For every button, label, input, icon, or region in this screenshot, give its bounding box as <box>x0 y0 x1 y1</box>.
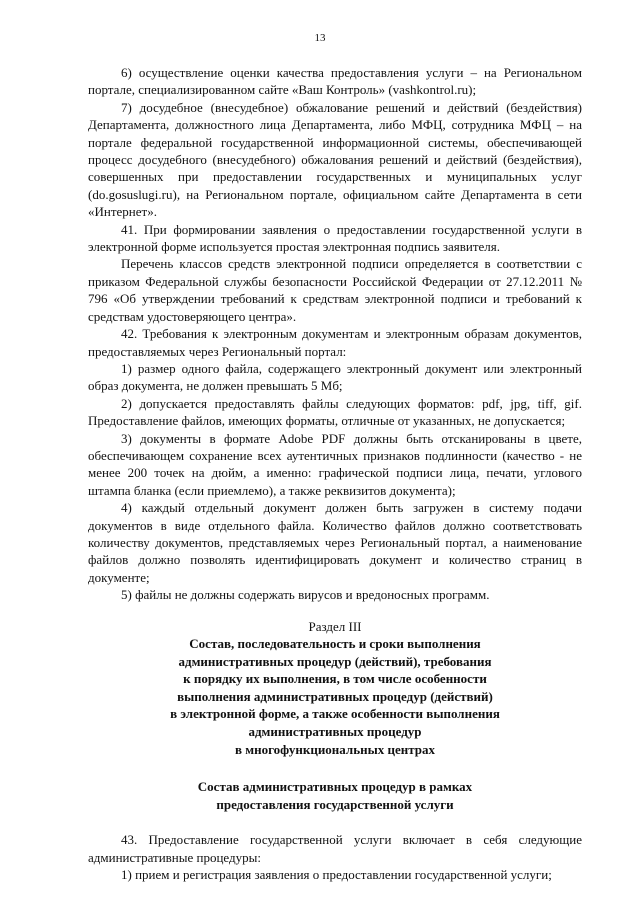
paragraph-43-procedures: 43. Предоставление государственной услуги включает в себя следующие административные процедуры: <box>88 832 582 865</box>
section-title-line: административных процедур (действий), требования <box>178 653 492 669</box>
paragraph-7-pretrial-appeal: 7) досудебное (внесудебное) обжалование решений и действий (бездействия) Департамента, должностного лица Департамента, либо МФЦ, сотрудника МФЦ – на портале федеральной государственной информационной системы, обеспечивающей процесс досудебного (внесудебного) обжалования решений и действий (бездействия), совершенных при предоставлении государственных и муниципальных услуг (do.gosuslugi.ru), на Региональном портале, официальном сайте Департамента в сети «Интернет». <box>88 99 582 220</box>
section-title <box>118 635 552 758</box>
section-title-line: выполнения административных процедур (действий) <box>177 688 493 704</box>
requirement-3-pdf-scanning: 3) документы в формате Adobe PDF должны быть отсканированы в цвете, обеспечивающем сохранение всех аутентичных признаков подлинности (качество - не менее 200 точек на дюйм, а именно: графической подписи лица, печати, углового штампа бланка (если приемлемо), а также реквизитов документа); <box>88 430 582 498</box>
section-title-line: административных процедур <box>248 723 422 739</box>
requirement-2-file-formats: 2) допускается предоставлять файлы следующих форматов: pdf, jpg, tiff, gif. Предоставление файлов, имеющих форматы, отличные от указанных, не допускается; <box>88 395 582 429</box>
paragraph-41-electronic-signature: 41. При формировании заявления о предоставлении государственной услуги в электронной форме используется простая электронная подпись заявителя. <box>88 221 582 255</box>
subsection-title-line: предоставления государственной услуги <box>216 796 454 812</box>
document-body <box>88 64 582 884</box>
paragraph-signature-classes: Перечень классов средств электронной подписи определяется в соответствии с приказом Федеральной службы безопасности Российской Федерации от 27.12.2011 № 796 «Об утверждении требований к средствам электронной подписи и требований к средствам удостоверяющего центра». <box>88 256 582 324</box>
page-number: 13 <box>314 32 326 44</box>
requirement-5-no-viruses: 5) файлы не должны содержать вирусов и вредоносных программ. <box>121 587 490 603</box>
paragraph-42-requirements: 42. Требования к электронным документам и электронным образам документов, предоставляемых через Региональный портал: <box>88 326 582 359</box>
procedure-1-application-intake: 1) прием и регистрация заявления о предоставлении государственной услуги; <box>121 867 552 883</box>
section-title-line: в многофункциональных центрах <box>234 741 435 757</box>
section-title-line: Состав, последовательность и сроки выполнения <box>189 636 481 651</box>
section-heading: Раздел III <box>308 618 362 634</box>
requirement-1-file-size: 1) размер одного файла, содержащего электронный документ или электронный образ документа, не должен превышать 5 Мб; <box>88 360 582 394</box>
subsection-title <box>148 778 522 813</box>
paragraph-6-quality-assessment: 6) осуществление оценки качества предоставления услуги – на Региональном портале, специализированном сайте «Ваш Контроль» (vashkontrol.ru); <box>88 65 582 98</box>
section-title-line: в электронной форме, а также особенности выполнения <box>170 706 500 722</box>
section-title-line: к порядку их выполнения, в том числе особенности <box>183 671 487 687</box>
requirement-4-separate-files: 4) каждый отдельный документ должен быть загружен в систему подачи документов в виде отдельного файла. Количество файлов должно соответствовать количеству документов, представляемых через Региональный портал, а наименование файлов должно позволять идентифицировать документ и количество страниц в документе; <box>88 500 582 585</box>
subsection-title-line: Состав административных процедур в рамках <box>197 779 473 795</box>
